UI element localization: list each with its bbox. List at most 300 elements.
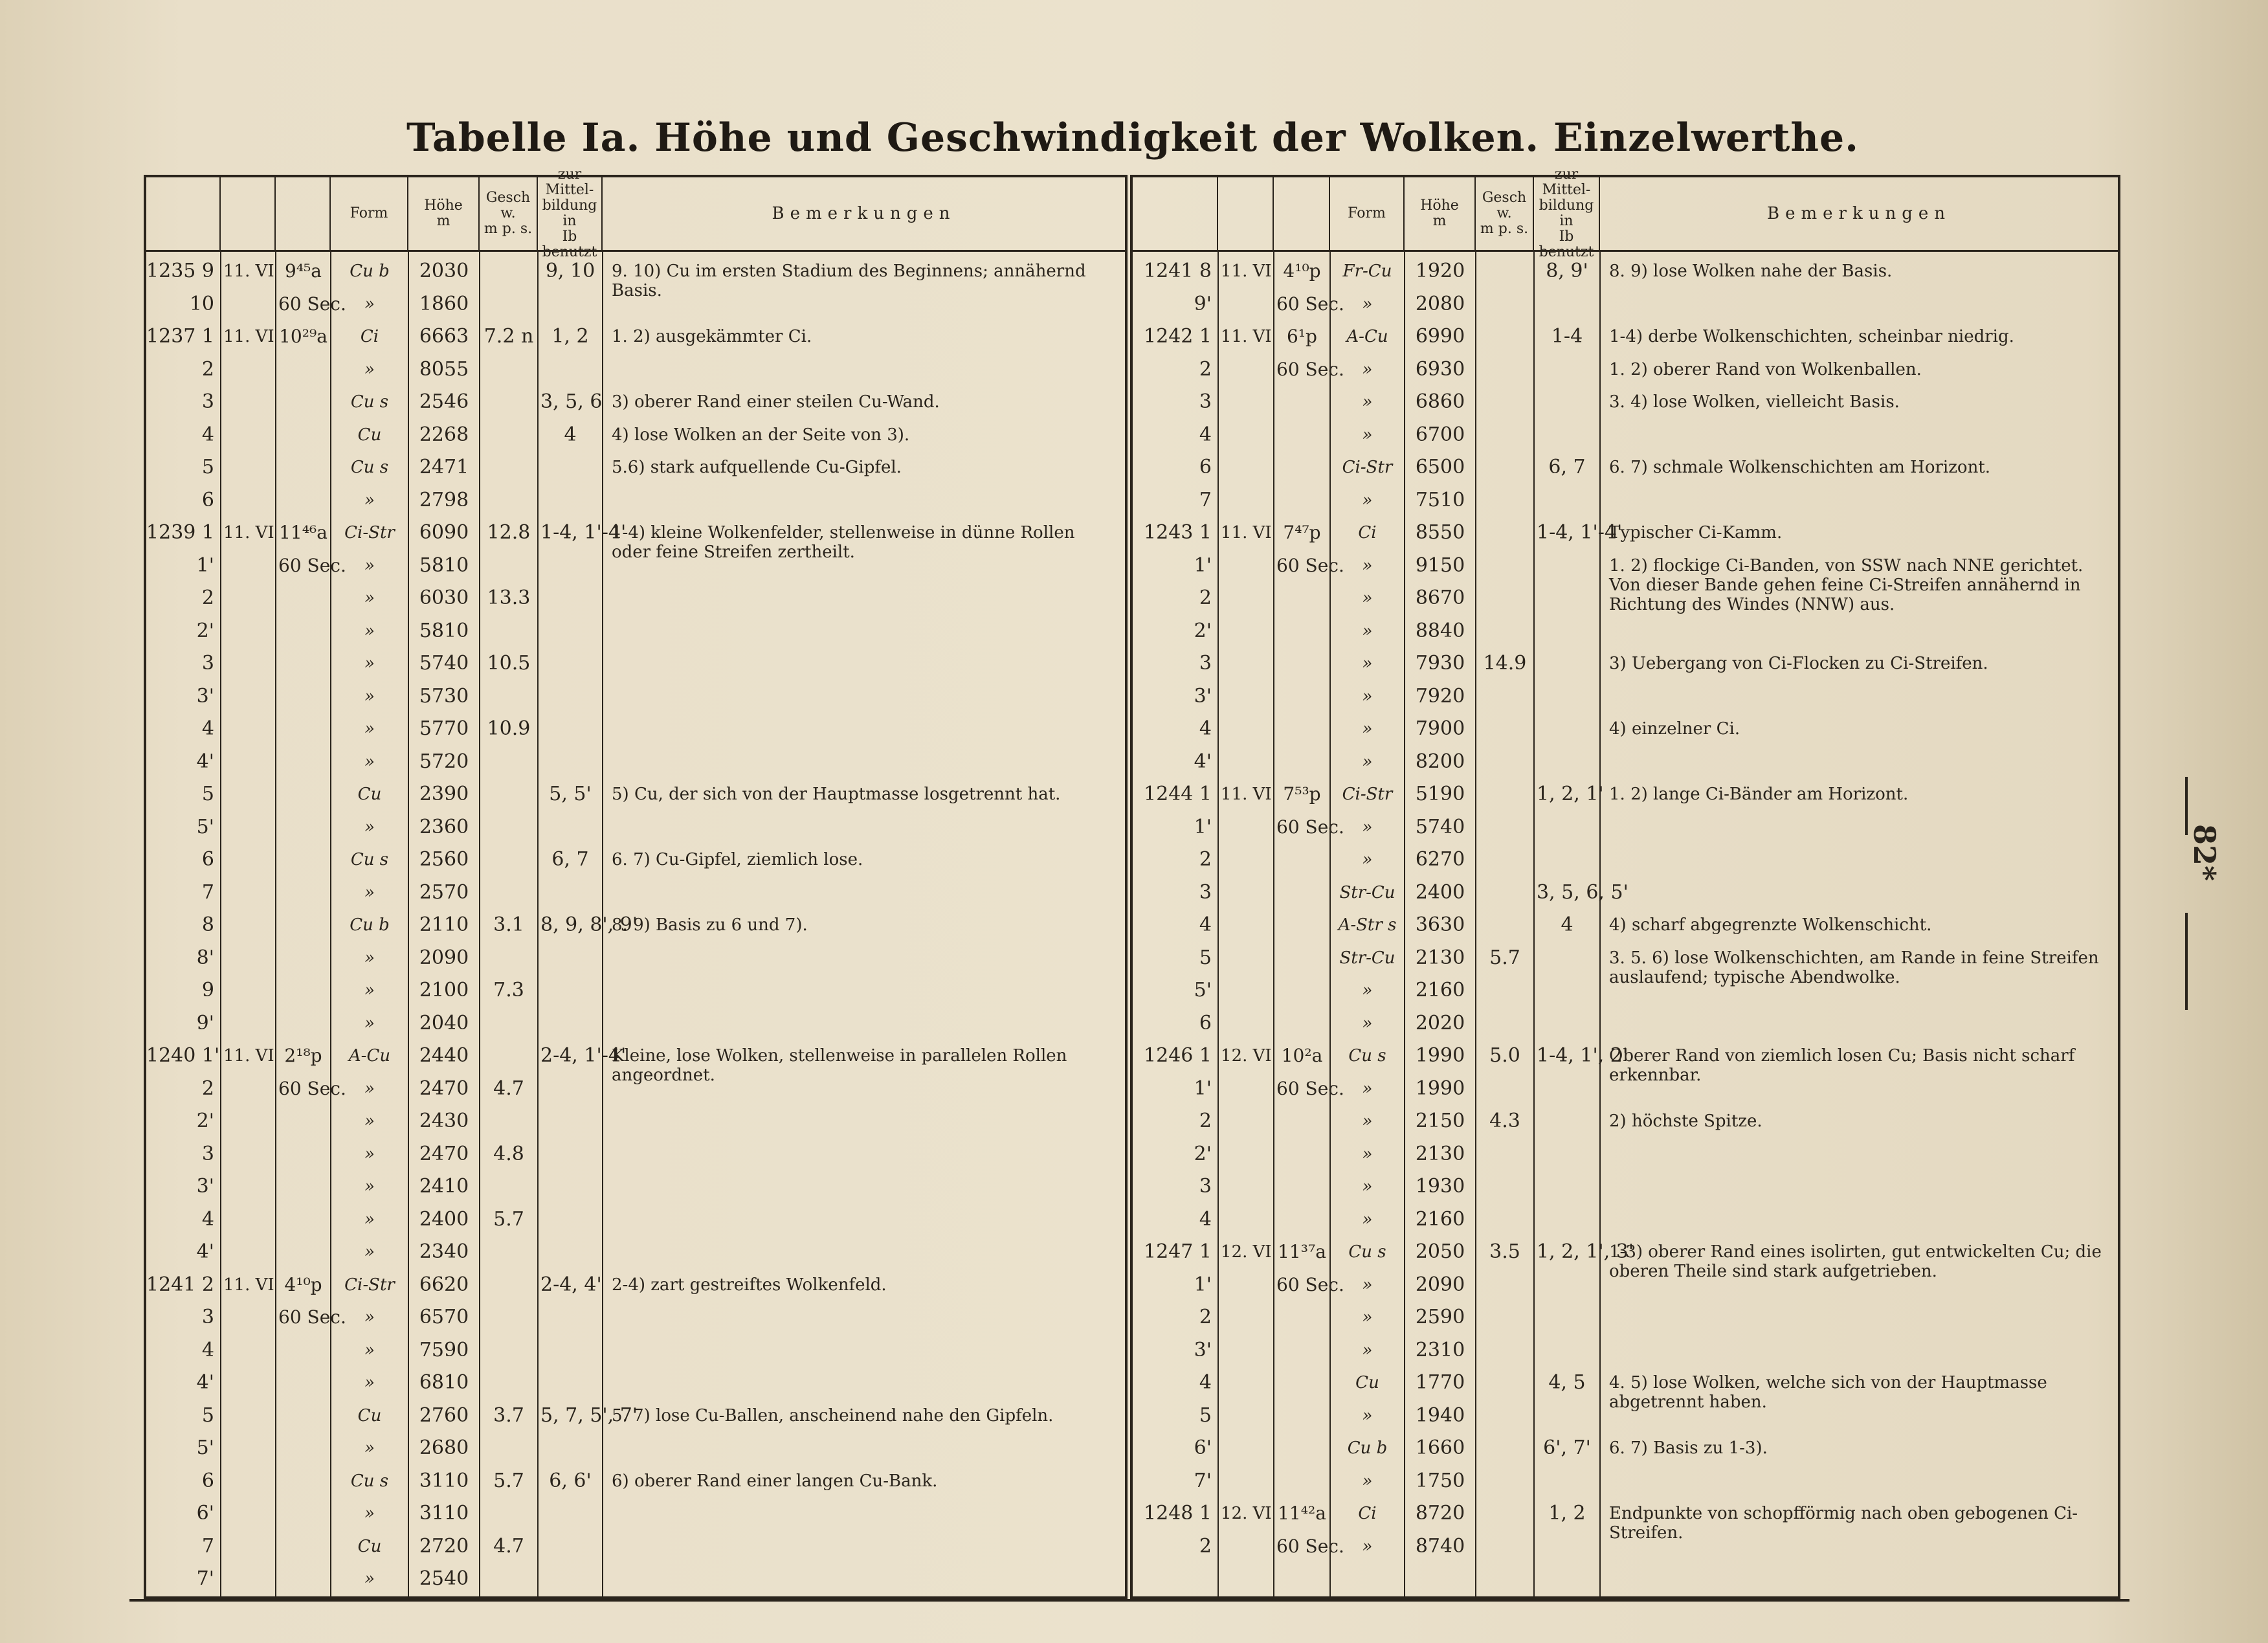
cell-num: 1242 1 xyxy=(1144,325,1212,348)
cell-time: 11⁴²a xyxy=(1278,1503,1326,1524)
header-hoehe: Höhe m xyxy=(408,177,480,250)
cell-form: » xyxy=(1362,1340,1373,1360)
cell-date: 11. VI xyxy=(1221,785,1272,804)
cell-num: 7' xyxy=(1194,1469,1212,1492)
table-row xyxy=(146,484,1125,517)
cell-form: Cu s xyxy=(350,850,389,869)
cell-time xyxy=(1276,1203,1328,1236)
cell-num: 1241 2 xyxy=(146,1273,214,1296)
table-row xyxy=(1133,1367,2118,1412)
cell-bem: 3) oberer Rand einer steilen Cu-Wand. xyxy=(612,392,940,412)
table-row xyxy=(146,811,1125,844)
cell-gesch xyxy=(482,1269,535,1301)
cell-bem: 9. 10) Cu im ersten Stadium des Beginnens; annähernd Basis. xyxy=(612,262,1086,300)
cell-num: 1' xyxy=(196,553,214,577)
cell-date: 11. VI xyxy=(223,523,274,542)
cell-hoehe: 2110 xyxy=(419,913,469,936)
cell-gesch xyxy=(1478,877,1531,909)
cell-hoehe: 8670 xyxy=(1415,587,1465,609)
cell-date xyxy=(223,1170,273,1203)
cell-mittel xyxy=(1537,386,1597,418)
cell-num: 1244 1 xyxy=(1144,783,1212,805)
cell-mittel xyxy=(540,1236,600,1268)
cell-time: 60 Sec. xyxy=(278,1306,346,1328)
header-form: Form xyxy=(331,177,408,250)
cell-date xyxy=(223,1530,273,1563)
cell-gesch: 13.3 xyxy=(487,587,531,609)
cell-gesch xyxy=(1478,1497,1531,1530)
cell-form: » xyxy=(364,359,375,379)
cell-date xyxy=(223,877,273,909)
table-row xyxy=(146,320,1125,353)
cell-time xyxy=(278,484,328,517)
cell-gesch xyxy=(1478,1301,1531,1334)
table-row xyxy=(146,1269,1125,1301)
cell-gesch xyxy=(1478,1367,1531,1399)
cell-mittel xyxy=(540,1203,600,1236)
cell-mittel: 1-4, 1', 2' xyxy=(1537,1044,1629,1067)
cell-hoehe: 6663 xyxy=(419,325,469,348)
cell-gesch xyxy=(482,419,535,451)
cell-mittel xyxy=(1537,582,1597,614)
cell-form: » xyxy=(364,1144,375,1164)
cell-time: 4¹⁰p xyxy=(1283,260,1321,282)
table-row xyxy=(1133,1040,2118,1085)
cell-gesch xyxy=(1478,1170,1531,1203)
cell-num: 4 xyxy=(1199,717,1212,740)
cell-form: Str-Cu xyxy=(1339,948,1395,968)
cell-time: 60 Sec. xyxy=(1276,358,1344,380)
cell-mittel: 1-4 xyxy=(1551,325,1583,348)
cell-hoehe: 2400 xyxy=(419,1207,469,1231)
cell-mittel xyxy=(540,877,600,909)
cell-mittel xyxy=(1537,1530,1597,1563)
cell-num: 7 xyxy=(201,1534,214,1558)
cell-form: » xyxy=(1362,1536,1373,1556)
page-title: Tabelle Ia. Höhe und Geschwindigkeit der Wolken. Einzelwerthe. xyxy=(406,115,1860,161)
cell-date xyxy=(1221,1432,1271,1464)
cell-mittel xyxy=(540,746,600,778)
cell-num: 2 xyxy=(1199,1534,1212,1558)
cell-num: 3' xyxy=(196,684,214,708)
cell-num: 4 xyxy=(1199,1207,1212,1231)
cell-form: » xyxy=(364,1242,375,1262)
page-number-bar-bottom xyxy=(2185,913,2188,1010)
cell-date xyxy=(223,909,273,941)
cell-gesch xyxy=(1478,255,1531,287)
cell-bem: 5. 7) lose Cu-Ballen, anscheinend nahe den Gipfeln. xyxy=(612,1405,1054,1425)
cell-hoehe: 6620 xyxy=(419,1273,469,1296)
cell-date xyxy=(1221,877,1271,909)
table-row xyxy=(1133,1465,2118,1497)
cell-date xyxy=(223,1400,273,1432)
cell-num: 3 xyxy=(201,652,214,675)
cell-time xyxy=(278,419,328,451)
table-row xyxy=(1133,1334,2118,1367)
cell-mittel: 3, 5, 6 xyxy=(540,390,603,413)
cell-gesch xyxy=(1478,680,1531,713)
cell-time xyxy=(278,974,328,1007)
cell-form: » xyxy=(1362,588,1373,608)
cell-num: 1240 1' xyxy=(146,1044,220,1067)
cell-time: 60 Sec. xyxy=(1276,554,1344,576)
cell-form: Ci-Str xyxy=(1342,785,1393,804)
cell-time xyxy=(278,811,328,844)
bottom-rule xyxy=(129,1599,2129,1602)
cell-time xyxy=(278,1236,328,1268)
cell-time: 60 Sec. xyxy=(1276,293,1344,315)
cell-hoehe: 1750 xyxy=(1415,1469,1465,1492)
cell-date xyxy=(223,484,273,517)
cell-date: 11. VI xyxy=(223,1275,274,1295)
cell-form: Ci xyxy=(1358,1504,1377,1523)
cell-date xyxy=(1221,550,1271,582)
cell-num: 2 xyxy=(201,587,214,609)
cell-gesch xyxy=(1478,550,1531,582)
cell-hoehe: 2720 xyxy=(419,1534,469,1558)
cell-gesch xyxy=(1478,1334,1531,1367)
cell-hoehe: 2410 xyxy=(419,1175,469,1198)
table-row xyxy=(1133,811,2118,844)
cell-time xyxy=(278,386,328,418)
table-row xyxy=(146,746,1125,778)
table-row xyxy=(1133,1007,2118,1040)
cell-form: A-Cu xyxy=(348,1046,391,1066)
cell-form: » xyxy=(1362,1177,1373,1196)
cell-gesch: 7.2 n xyxy=(484,325,534,348)
cell-bem: Typischer Ci-Kamm. xyxy=(1609,523,1783,542)
cell-bem: 6) oberer Rand einer langen Cu-Bank. xyxy=(612,1471,938,1491)
cell-time xyxy=(1276,909,1328,941)
cell-date xyxy=(1221,844,1271,876)
cell-time xyxy=(278,746,328,778)
table-row xyxy=(1133,1203,2118,1236)
cell-mittel xyxy=(1537,1138,1597,1170)
cell-form: » xyxy=(364,1438,375,1458)
cell-gesch xyxy=(482,1301,535,1334)
table-row xyxy=(1133,1497,2118,1543)
cell-mittel xyxy=(540,1170,600,1203)
cell-time xyxy=(1276,451,1328,484)
cell-hoehe: 2546 xyxy=(419,390,469,413)
cell-hoehe: 2470 xyxy=(419,1142,469,1165)
table-row xyxy=(146,942,1125,974)
header-hoehe: Höhe m xyxy=(1405,177,1476,250)
cell-date xyxy=(1221,909,1271,941)
cell-time xyxy=(278,1007,328,1040)
cell-hoehe: 2268 xyxy=(419,423,469,446)
cell-form: Cu s xyxy=(350,458,389,477)
cell-date xyxy=(223,1007,273,1040)
cell-gesch: 5.0 xyxy=(1489,1044,1520,1067)
cell-gesch xyxy=(1478,1138,1531,1170)
table-row xyxy=(146,582,1125,614)
cell-time: 4¹⁰p xyxy=(284,1273,322,1295)
cell-num: 3' xyxy=(196,1175,214,1198)
cell-hoehe: 2160 xyxy=(1415,979,1465,1001)
cell-hoehe: 6860 xyxy=(1415,390,1465,413)
cell-time xyxy=(1276,1138,1328,1170)
cell-num: 4 xyxy=(201,1338,214,1361)
cell-gesch xyxy=(482,746,535,778)
cell-date xyxy=(1221,451,1271,484)
table-row xyxy=(1133,451,2118,484)
cell-bem: 2) höchste Spitze. xyxy=(1609,1112,1762,1131)
table-row xyxy=(146,419,1125,451)
cell-hoehe: 3110 xyxy=(419,1502,469,1525)
table-header xyxy=(146,166,1125,260)
table-row xyxy=(146,451,1125,484)
cell-form: Cu s xyxy=(350,1471,389,1491)
cell-date xyxy=(1221,942,1271,974)
cell-time xyxy=(278,451,328,484)
cell-mittel xyxy=(540,615,600,647)
cell-hoehe: 6700 xyxy=(1415,423,1465,446)
cell-mittel: 5, 7, 5', 7' xyxy=(540,1403,638,1427)
table-row xyxy=(146,1236,1125,1268)
cell-hoehe: 2080 xyxy=(1415,292,1465,315)
table-row xyxy=(1133,844,2118,876)
cell-mittel xyxy=(540,451,600,484)
cell-hoehe: 1990 xyxy=(1415,1077,1465,1100)
cell-hoehe: 6090 xyxy=(419,521,469,544)
cell-num: 3 xyxy=(201,390,214,413)
cell-hoehe: 9150 xyxy=(1415,553,1465,577)
cell-form: Ci xyxy=(1358,523,1377,542)
table-row xyxy=(1133,647,2118,680)
table-left xyxy=(144,166,1128,1599)
table-row xyxy=(1133,484,2118,517)
cell-form: Cu b xyxy=(1347,1438,1388,1458)
table-row xyxy=(1133,1301,2118,1334)
cell-form: » xyxy=(364,588,375,608)
cell-bem: Kleine, lose Wolken, stellenweise in parallelen Rollen angeordnet. xyxy=(612,1046,1067,1085)
cell-form: » xyxy=(364,1209,375,1229)
cell-hoehe: 5730 xyxy=(419,684,469,708)
table-row xyxy=(146,1203,1125,1236)
cell-gesch xyxy=(482,1105,535,1137)
cell-gesch xyxy=(482,1497,535,1530)
cell-bem: 6. 7) Cu-Gipfel, ziemlich lose. xyxy=(612,850,863,869)
cell-mittel xyxy=(1537,1465,1597,1497)
cell-date xyxy=(223,288,273,320)
table-row xyxy=(1133,353,2118,386)
cell-num: 2' xyxy=(196,619,214,642)
cell-num: 2 xyxy=(1199,1306,1212,1328)
cell-time xyxy=(1276,1301,1328,1334)
table-row xyxy=(146,1334,1125,1367)
table-row xyxy=(146,713,1125,745)
cell-mittel: 1, 2, 1', 3' xyxy=(1537,1240,1634,1263)
cell-date xyxy=(223,778,273,810)
cell-mittel xyxy=(1537,680,1597,713)
cell-mittel xyxy=(540,1073,600,1105)
cell-date xyxy=(1221,386,1271,418)
cell-num: 2 xyxy=(201,1077,214,1100)
cell-num: 5' xyxy=(1194,979,1212,1001)
cell-bem: 1-4) kleine Wolkenfelder, stellenweise in dünne Rollen oder feine Streifen zertheilt. xyxy=(612,523,1075,562)
cell-num: 1248 1 xyxy=(1144,1502,1212,1525)
cell-hoehe: 2680 xyxy=(419,1436,469,1459)
cell-gesch xyxy=(482,844,535,876)
cell-mittel xyxy=(540,288,600,320)
cell-mittel xyxy=(1537,844,1597,876)
table-row xyxy=(1133,1138,2118,1170)
cell-mittel xyxy=(1537,942,1597,974)
cell-form: » xyxy=(364,654,375,673)
cell-date: 11. VI xyxy=(223,327,274,346)
cell-mittel: 9, 10 xyxy=(545,260,595,282)
table-row xyxy=(1133,680,2118,713)
cell-time xyxy=(278,942,328,974)
cell-hoehe: 2100 xyxy=(419,979,469,1001)
cell-mittel: 6', 7' xyxy=(1543,1436,1591,1459)
cell-num: 2' xyxy=(1194,1142,1212,1165)
cell-form: » xyxy=(364,555,375,576)
table-row xyxy=(1133,713,2118,745)
cell-bem: 2-4) zart gestreiftes Wolkenfeld. xyxy=(612,1275,887,1295)
table-row xyxy=(1133,386,2118,418)
cell-hoehe: 7900 xyxy=(1415,717,1465,740)
cell-gesch: 4.7 xyxy=(493,1077,524,1100)
cell-hoehe: 2798 xyxy=(419,488,469,511)
cell-gesch: 4.3 xyxy=(1489,1110,1520,1132)
cell-num: 7' xyxy=(196,1567,214,1590)
cell-hoehe: 1990 xyxy=(1415,1044,1465,1067)
cell-mittel xyxy=(1537,1073,1597,1105)
cell-date xyxy=(1221,1400,1271,1432)
cell-gesch xyxy=(482,778,535,810)
cell-mittel: 1, 2 xyxy=(1548,1502,1586,1525)
cell-hoehe: 6990 xyxy=(1415,325,1465,348)
cell-hoehe: 6270 xyxy=(1415,848,1465,871)
cell-time xyxy=(1276,1367,1328,1399)
cell-num: 1' xyxy=(1194,815,1212,838)
table-row xyxy=(1133,1432,2118,1464)
cell-gesch xyxy=(482,1367,535,1399)
cell-num: 3' xyxy=(1194,1338,1212,1361)
cell-date xyxy=(1221,1138,1271,1170)
cell-date xyxy=(223,1367,273,1399)
cell-gesch xyxy=(1478,1432,1531,1464)
cell-time xyxy=(1276,877,1328,909)
cell-num: 7 xyxy=(1199,488,1212,511)
cell-bem: 4) lose Wolken an der Seite von 3). xyxy=(612,425,910,445)
cell-date xyxy=(223,1334,273,1367)
cell-num: 5 xyxy=(201,1403,214,1427)
cell-num: 9' xyxy=(196,1011,214,1034)
table-row xyxy=(146,877,1125,909)
header-num xyxy=(146,177,221,250)
cell-time xyxy=(1276,746,1328,778)
header-mittel: zur Mittel- bildung in Ib benutzt xyxy=(538,177,603,250)
table-row xyxy=(146,1301,1125,1334)
cell-time xyxy=(278,680,328,713)
cell-mittel: 8, 9' xyxy=(1546,260,1588,282)
cell-num: 6' xyxy=(1194,1436,1212,1459)
cell-mittel xyxy=(540,1007,600,1040)
cell-hoehe: 2090 xyxy=(1415,1273,1465,1296)
cell-gesch: 3.7 xyxy=(493,1403,524,1427)
cell-form: Str-Cu xyxy=(1339,882,1395,902)
cell-num: 1235 9 xyxy=(146,260,214,282)
cell-form: » xyxy=(364,490,375,510)
cell-gesch xyxy=(1478,713,1531,745)
cell-date: 11. VI xyxy=(1221,523,1272,542)
cell-gesch xyxy=(1478,1269,1531,1301)
cell-time: 60 Sec. xyxy=(278,1077,346,1099)
cell-gesch xyxy=(1478,288,1531,320)
cell-form: » xyxy=(1362,1144,1373,1164)
cell-mittel: 6, 7 xyxy=(1548,456,1586,478)
header-time xyxy=(1274,177,1330,250)
table-row xyxy=(1133,1530,2118,1563)
table-row xyxy=(146,1105,1125,1137)
cell-form: » xyxy=(1362,817,1373,837)
cell-gesch xyxy=(1478,1203,1531,1236)
cell-form: » xyxy=(364,294,375,314)
cell-mittel xyxy=(540,713,600,745)
cell-gesch xyxy=(1478,419,1531,451)
cell-bem: 4) einzelner Ci. xyxy=(1609,719,1740,739)
cell-bem: 1. 2) oberer Rand von Wolkenballen. xyxy=(1609,359,1922,379)
cell-hoehe: 8550 xyxy=(1415,521,1465,544)
cell-form: » xyxy=(1362,425,1373,445)
header-num xyxy=(1133,177,1218,250)
cell-form: » xyxy=(1362,719,1373,739)
cell-bem: 1-4) derbe Wolkenschichten, scheinbar niedrig. xyxy=(1609,327,2014,346)
table-row xyxy=(146,974,1125,1007)
cell-hoehe: 3630 xyxy=(1415,913,1465,936)
cell-date xyxy=(1221,1530,1271,1563)
cell-time: 9⁴⁵a xyxy=(285,260,322,282)
cell-date xyxy=(223,1236,273,1268)
cell-mittel xyxy=(1537,353,1597,386)
cell-time xyxy=(278,1563,328,1595)
cell-hoehe: 2570 xyxy=(419,880,469,904)
cell-form: » xyxy=(1362,359,1373,379)
cell-hoehe: 2130 xyxy=(1415,1142,1465,1165)
cell-num: 3' xyxy=(1194,684,1212,708)
cell-form: Cu b xyxy=(350,915,390,935)
table-row xyxy=(1133,1073,2118,1105)
cell-date xyxy=(223,647,273,680)
cell-num: 5 xyxy=(1199,1403,1212,1427)
cell-hoehe: 1930 xyxy=(1415,1175,1465,1198)
cell-form: » xyxy=(364,1112,375,1131)
table-row xyxy=(146,550,1125,582)
cell-date xyxy=(223,1465,273,1497)
cell-date xyxy=(1221,974,1271,1007)
table-row xyxy=(1133,517,2118,549)
cell-gesch: 10.5 xyxy=(487,652,531,675)
cell-form: » xyxy=(364,1373,375,1392)
cell-num: 5' xyxy=(196,1436,214,1459)
cell-gesch xyxy=(1478,909,1531,941)
cell-form: » xyxy=(1362,621,1373,641)
cell-time xyxy=(1276,1007,1328,1040)
cell-num: 5 xyxy=(1199,946,1212,969)
cell-mittel xyxy=(540,680,600,713)
cell-date: 11. VI xyxy=(1221,262,1272,281)
cell-num: 7 xyxy=(201,880,214,904)
cell-gesch xyxy=(1478,811,1531,844)
table-row xyxy=(146,1432,1125,1464)
cell-num: 4' xyxy=(196,1371,214,1394)
cell-hoehe: 7930 xyxy=(1415,652,1465,675)
cell-hoehe: 2030 xyxy=(419,260,469,282)
cell-gesch xyxy=(482,1334,535,1367)
